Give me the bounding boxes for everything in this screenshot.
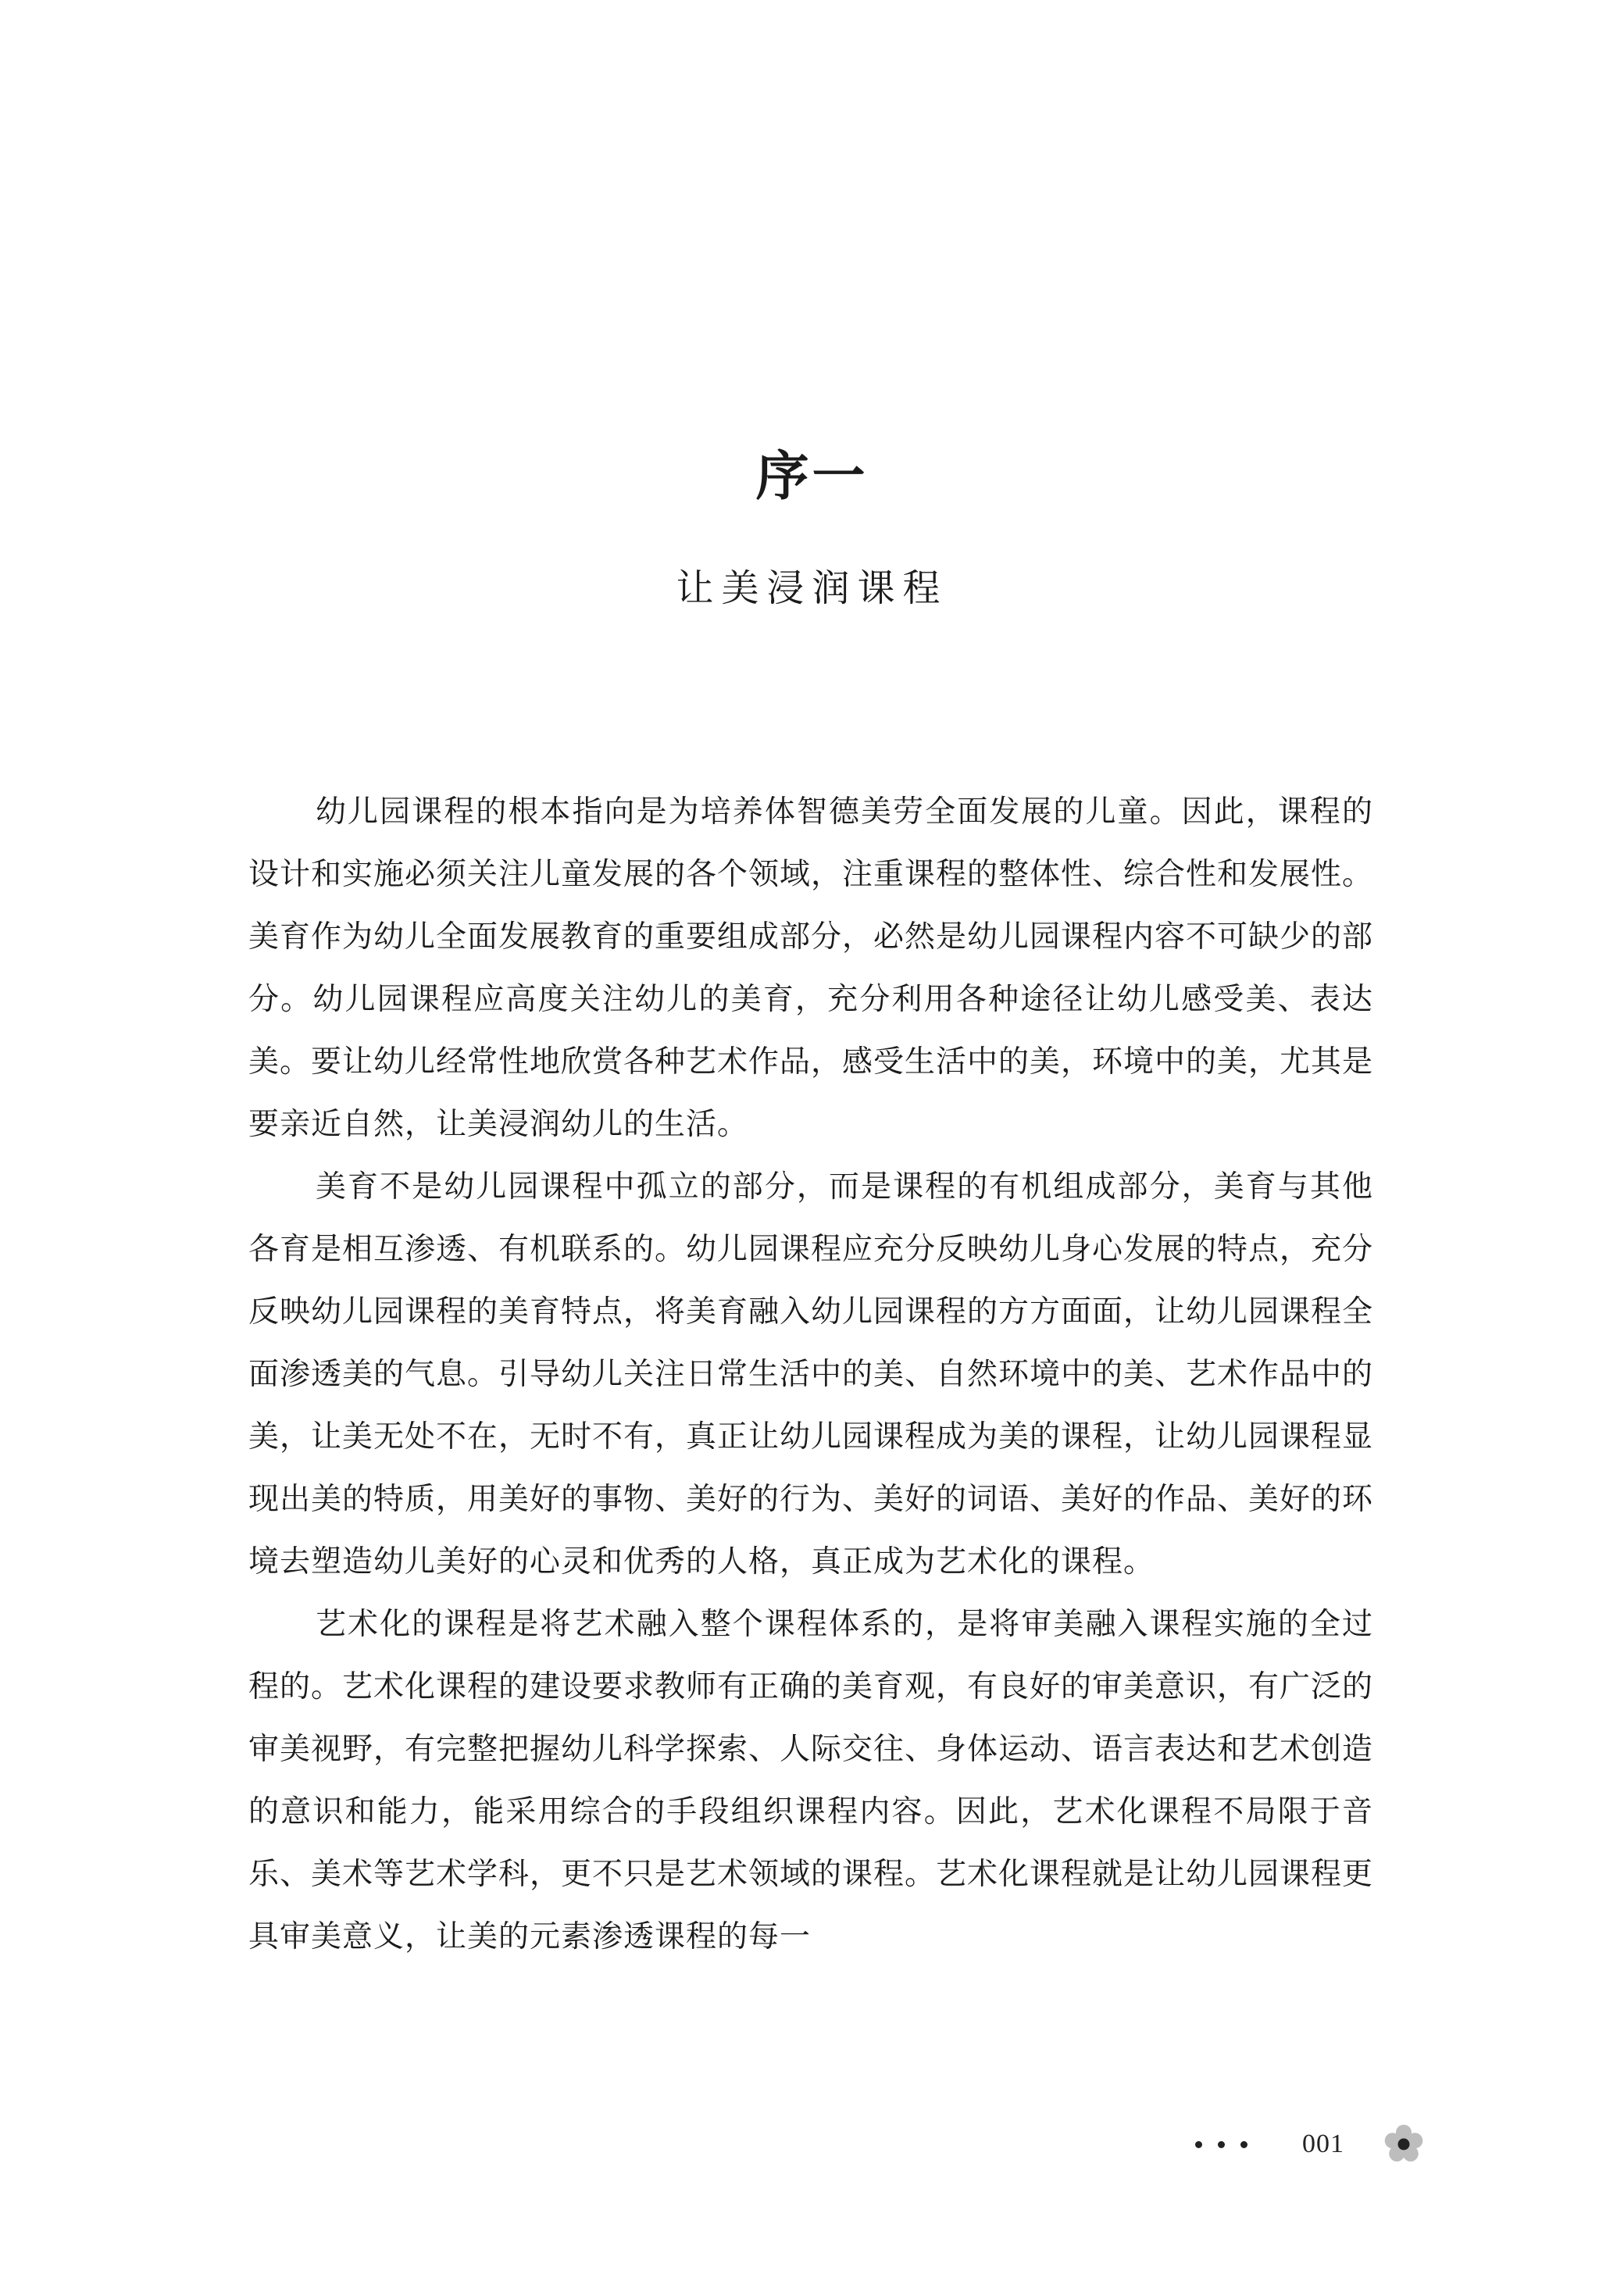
page-footer <box>1195 2121 1424 2168</box>
page-subtitle: 让美浸润课程 <box>676 566 948 610</box>
flower-icon <box>1383 2124 1424 2165</box>
body-text <box>248 781 1373 1968</box>
paragraph-2: 美育不是幼儿园课程中孤立的部分，而是课程的有机组成部分，美育与其他各育是相互渗透、有机联系的。幼儿园课程应充分反映幼儿身心发展的特点，充分反映幼儿园课程的美育特点，将美育融入幼儿园课程的方方面面，让幼儿园课程全面渗透美的气息。引导幼儿关注日常生活中的美、自然环境中的美、艺术作品中的美，让美无处不在，无时不有，真正让幼儿园课程成为美的课程，让幼儿园课程显现出美的特质，用美好的事物、美好的行为、美好的词语、美好的作品、美好的环境去塑造幼儿美好的心灵和优秀的人格，真正成为艺术化的课程。 <box>248 1169 1374 1579</box>
footer-dot <box>1218 2141 1225 2148</box>
paragraph-3: 艺术化的课程是将艺术融入整个课程体系的，是将审美融入课程实施的全过程的。艺术化课程的建设要求教师有正确的美育观，有良好的审美意识，有广泛的审美视野，有完整把握幼儿科学探索、人际交往、身体运动、语言表达和艺术创造的意识和能力，能采用综合的手段组织课程内容。因此，艺术化课程不局限于音乐、美术等艺术学科，更不只是艺术领域的课程。艺术化课程就是让幼儿园课程更具审美意义，让美的元素渗透课程的每一 <box>248 1607 1374 1954</box>
footer-dot <box>1195 2141 1202 2148</box>
footer-dot <box>1240 2141 1247 2148</box>
page-number: 001 <box>1302 2129 1344 2158</box>
paragraph-1: 幼儿园课程的根本指向是为培养体智德美劳全面发展的儿童。因此，课程的设计和实施必须关注儿童发展的各个领域，注重课程的整体性、综合性和发展性。美育作为幼儿全面发展教育的重要组成部分，必然是幼儿园课程内容不可缺少的部分。幼儿园课程应高度关注幼儿的美育，充分利用各种途径让幼儿感受美、表达美。要让幼儿经常性地欣赏各种艺术作品，感受生活中的美，环境中的美，尤其是要亲近自然，让美浸润幼儿的生活。 <box>248 794 1374 1142</box>
page-title: 序一 <box>755 445 869 508</box>
footer-dots <box>1195 2141 1247 2148</box>
